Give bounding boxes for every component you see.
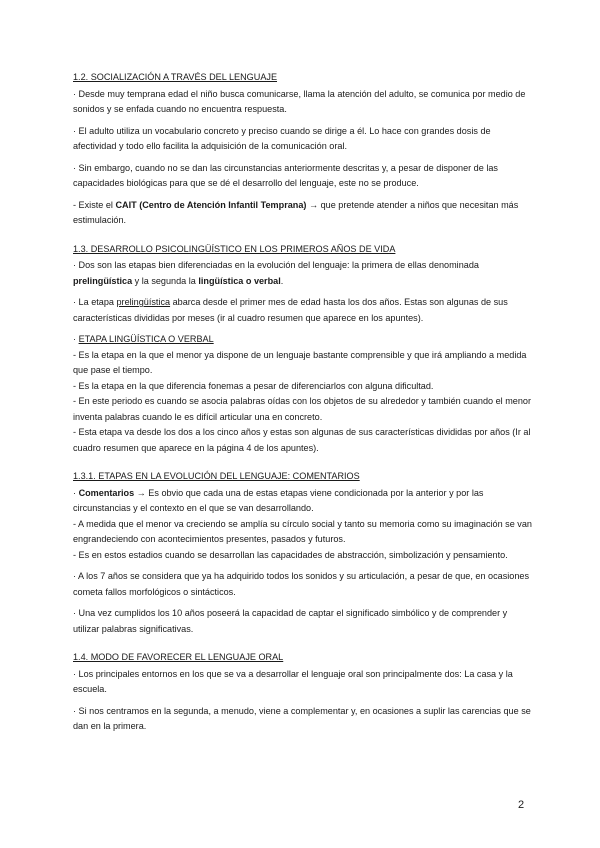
text-run: abarca desde el primer mes de edad hasta los dos años. Estas son algunas de sus características divididas por meses (ir al cuadro resumen que aparece en los apuntes). [73, 297, 508, 323]
text-run: → que pretende atender a niños que necesitan más estimulación. [73, 199, 519, 225]
paragraph: · Desde muy temprana edad el niño busca comunicarse, llama la atención del adulto, se comunica por medio de sonidos y se enfada cuando no encuentra respuesta. [73, 88, 526, 114]
text-run: · La etapa [73, 297, 117, 307]
text-run: · Dos son las etapas bien diferenciadas en la evolución del lenguaje: la primera de ellas denominada [73, 260, 479, 270]
paragraph: · Sin embargo, cuando no se dan las circunstancias anteriormente descritas y, a pesar de disponer de las capacidades biológicas para que se dé el desarrollo del lenguaje, este no se produce. [73, 162, 498, 188]
section-1-2 [73, 70, 533, 229]
section-heading: 1.3. DESARROLLO PSICOLINGÜÍSTICO EN LOS PRIMEROS AÑOS DE VIDA [73, 243, 396, 254]
paragraph: · Una vez cumplidos los 10 años poseerá la capacidad de captar el significado simbólico y de comprender y utilizar palabras significativas. [73, 608, 508, 634]
underlined-term: prelingüística [116, 297, 171, 307]
text-run: y la segunda la [132, 275, 199, 286]
list-item: - Es en estos estadios cuando se desarrollan las capacidades de abstracción, simbolización y pensamiento. [73, 549, 508, 560]
bold-term: prelingüística [73, 275, 133, 286]
bold-term: CAIT (Centro de Atención Infantil Temprana) [115, 199, 307, 210]
paragraph [73, 295, 533, 326]
paragraph: · El adulto utiliza un vocabulario concreto y preciso cuando se dirige a él. Lo hace con grandes dosis de afectividad y todo ello facilita la adquisición de la comunicación oral. [73, 125, 491, 151]
underlined-term: ETAPA LINGÜÍSTICA O VERBAL [78, 334, 214, 344]
text-run: · [73, 487, 79, 498]
section-heading: 1.4. MODO DE FAVORECER EL LENGUAJE ORAL [73, 652, 284, 662]
list-item: - Es la etapa en la que diferencia fonemas a pesar de diferenciarlos con alguna dificultad. [73, 380, 434, 391]
section-heading: 1.3.1. ETAPAS EN LA EVOLUCIÓN DEL LENGUAJE: COMENTARIOS [73, 471, 360, 481]
text-run: → Es obvio que cada una de estas etapas viene condicionada por la anterior y por las circunstancias y el contexto en el que se van desarrollando. [73, 487, 484, 513]
paragraph [73, 486, 533, 517]
section-1-3 [73, 242, 533, 457]
paragraph: · A los 7 años se considera que ya ha adquirido todos los sonidos y su articulación, a pesar de que, en ocasiones cometa fallos morfológicos o sintácticos. [73, 571, 529, 597]
bold-term: Comentarios [78, 487, 135, 498]
text-run: · [73, 334, 79, 344]
page-number: 2 [518, 799, 525, 811]
text-run: . [280, 275, 284, 286]
text-run: - Existe el [73, 199, 116, 210]
subheading [73, 332, 533, 348]
list-item: - En este periodo es cuando se asocia palabras oídas con los objetos de su alrededor y también cuando el menor inventa palabras cuando le es difícil articular una en concreto. [73, 396, 532, 422]
paragraph [73, 258, 533, 289]
paragraph: · Los principales entornos en los que se va a desarrollar el lenguaje oral son principalmente dos: La casa y la escuela. [73, 668, 513, 694]
list-item: - Esta etapa va desde los dos a los cinco años y estas son algunas de sus características divididas por años (Ir al cuadro resumen que aparece en la página 4 de los apuntes). [73, 427, 531, 453]
section-1-4 [73, 650, 533, 735]
paragraph: · Si nos centramos en la segunda, a menudo, viene a complementar y, en ocasiones a suplir las carencias que se dan en la primera. [73, 705, 531, 731]
bold-term: lingüística o verbal [198, 275, 281, 286]
paragraph [73, 198, 533, 229]
list-item: - Es la etapa en la que el menor ya dispone de un lenguaje bastante comprensible y que irá ampliando a medida que pase el tiempo. [73, 349, 527, 375]
list-item: - A medida que el menor va creciendo se amplía su círculo social y tanto su memoria como su imaginación se van engrandeciendo con acontecimientos presentes, pasados y futuros. [73, 518, 532, 544]
document-page [73, 70, 533, 748]
section-heading: 1.2. SOCIALIZACIÓN A TRAVÉS DEL LENGUAJE [73, 72, 278, 82]
section-1-3-1 [73, 469, 533, 637]
